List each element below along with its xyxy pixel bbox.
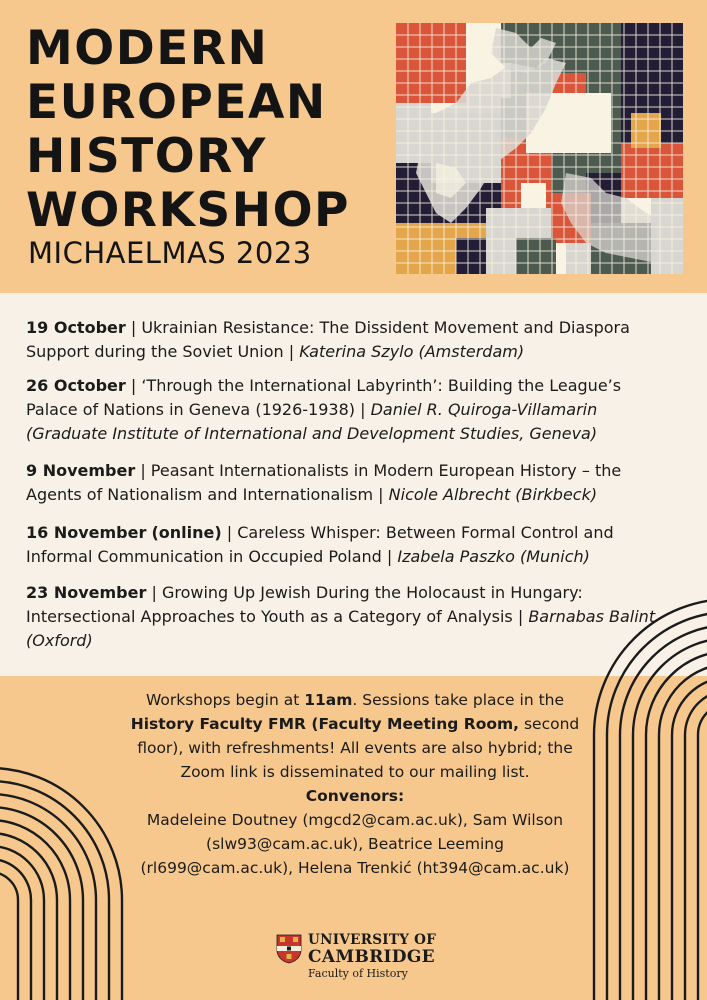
start-time: 11am (304, 691, 353, 709)
event-title: Growing Up Jewish During the Holocaust in Hungary: Intersectional Approaches to Youth as a Category of Analysis (26, 583, 583, 626)
title-line: WORKSHOP (26, 183, 350, 238)
event-date: 9 November (26, 461, 136, 480)
workshop-info (130, 688, 580, 880)
event-date: 16 November (26, 523, 147, 542)
logo-line-2: CAMBRIDGE (308, 947, 435, 967)
venue: History Faculty FMR (Faculty Meeting Room, (130, 715, 520, 733)
university-logo (276, 934, 436, 982)
event-item: 19 October | Ukrainian Resistance: The Dissident Movement and Diaspora Support during the Soviet Union | Katerina Szylo (Amsterdam) (26, 318, 630, 361)
event-online-tag: (online) (151, 523, 222, 542)
convenors-list: Madeleine Doutney (mgcd2@cam.ac.uk), Sam Wilson (slw93@cam.ac.uk), Beatrice Leeming (rl699@cam.ac.uk), Helena Trenkić (ht394@cam.ac.uk) (140, 811, 570, 877)
header-banner (0, 0, 707, 293)
info-text: second floor), with refreshments! All events are also hybrid; the Zoom link is disseminated to our mailing list. (137, 715, 580, 781)
event-speaker: Daniel R. Quiroga-Villamarin (Graduate Institute of International and Development Studies, Geneva) (26, 400, 598, 443)
event-item: 23 November | Growing Up Jewish During the Holocaust in Hungary: Intersectional Approaches to Youth as a Category of Analysis | Barnabas Balint (Oxford) (26, 583, 656, 650)
convenors-heading: Convenors: (305, 787, 405, 805)
arch-decoration-left (0, 760, 140, 1000)
logo-line-1: UNIVERSITY OF (308, 932, 437, 948)
cambridge-crest-icon (276, 934, 302, 964)
event-item: 16 November (online) | Careless Whisper: Between Formal Control and Informal Communication in Occupied Poland | Izabela Paszko (Munich) (26, 523, 614, 566)
info-text: Workshops begin at (145, 691, 305, 709)
info-text: . Sessions take place in the (352, 691, 565, 709)
event-title: Careless Whisper: Between Formal Control and Informal Communication in Occupied Poland (26, 523, 614, 566)
title-line: EUROPEAN (26, 75, 327, 130)
event-title: ‘Through the International Labyrinth’: Building the League’s Palace of Nations in Geneva (1926-1938) (26, 376, 622, 419)
event-speaker: Katerina Szylo (Amsterdam) (299, 342, 525, 361)
session-details (130, 688, 580, 784)
arch-decoration-right (580, 590, 707, 1000)
europe-map-illustration (396, 23, 683, 274)
event-date: 26 October (26, 376, 126, 395)
event-item: 9 November | Peasant Internationalists in Modern European History – the Agents of Nationalism and Internationalism | Nicole Albrecht (Birkbeck) (26, 461, 622, 504)
title-line: MODERN (26, 21, 269, 76)
title-line: HISTORY (26, 129, 267, 184)
event-title: Peasant Internationalists in Modern European History – the Agents of Nationalism and Internationalism (26, 461, 622, 504)
term-subtitle: MICHAELMAS 2023 (28, 236, 312, 270)
page-title (26, 22, 350, 238)
event-speaker: Barnabas Balint (Oxford) (26, 607, 656, 650)
event-title: Ukrainian Resistance: The Dissident Movement and Diaspora Support during the Soviet Union (26, 318, 630, 361)
event-speaker: Nicole Albrecht (Birkbeck) (388, 485, 598, 504)
logo-faculty: Faculty of History (308, 967, 408, 980)
event-date: 19 October (26, 318, 126, 337)
event-date: 23 November (26, 583, 147, 602)
event-item: 26 October | ‘Through the International Labyrinth’: Building the League’s Palace of Nations in Geneva (1926-1938) | Daniel R. Quiroga-Villamarin (Graduate Institute of International and Development Studies, Geneva) (26, 376, 622, 443)
event-speaker: Izabela Paszko (Munich) (397, 547, 590, 566)
